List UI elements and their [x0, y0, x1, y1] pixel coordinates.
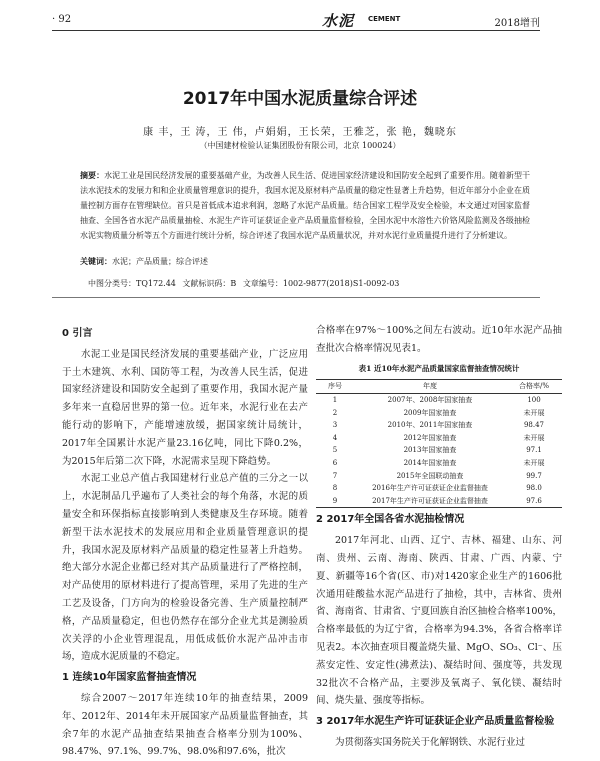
section-2-heading: 2 2017年全国各省水泥抽检情况: [316, 514, 465, 526]
abstract-text: 水泥工业是国民经济发展的重要基础产业，为改善人民生活、促进国家经济建设和国防安全起到了重要作用。随着新型干法水泥技术的发展力和和企业质量管理意识的提升，我国水泥及原材料产品质量的稳定性显著上升趋势，但近年部分小企业在质量控制方面存在管理缺位。首只是首低成本追求利润，忽略了水泥产品质量。结合国家工程学及安全检验，本文通过对国家监督抽查、全国各省水泥产品质量抽检、水泥生产许可证获证企业产品质量监督检验，全国水泥中水溶性六价铬风险监测及各级抽检水泥实物质量分析等五个方面进行统计分析，综合评述了我国水泥产品质量状况，并对水泥行业质量提升进行了分析建议。: [80, 171, 530, 240]
table-cell: 8: [332, 484, 338, 493]
keywords: [80, 256, 530, 267]
page-number: · 92: [52, 14, 72, 25]
table-header-row: [316, 380, 562, 394]
classification-meta: 中图分类号：TQ172.44 文献标识码：B 文章编号：1002-9877(2018)S1-0092-03: [88, 279, 400, 288]
section-1-heading: 1 连续10年国家监督抽查情况: [62, 672, 197, 684]
table-cell: 未开展: [523, 408, 545, 417]
table-row: [316, 419, 562, 432]
table-row: [316, 495, 562, 508]
abstract-label: 摘要：: [80, 170, 105, 180]
table-cell: 2007年、2008年国家抽查: [387, 395, 473, 404]
table-cell: 9: [332, 496, 338, 505]
journal-name-en: CEMENT: [368, 15, 401, 23]
section-0-heading: 0 引言: [62, 328, 93, 339]
left-column: [62, 322, 308, 761]
table-cell: 2015年全国联动抽查: [396, 471, 464, 480]
table-cell: 97.6: [526, 496, 542, 505]
table-cell: 98.47: [523, 421, 545, 430]
keywords-text: 水泥；产品质量；综合评述: [112, 257, 208, 266]
section-3-heading: 3 2017年水泥生产许可证获证企业产品质量监督检验: [316, 716, 555, 728]
table-header-cell: 序号: [328, 382, 342, 391]
table-cell: 2012年国家抽查: [403, 433, 457, 442]
table-cell: 97.1: [526, 446, 542, 455]
table-cell: 2010年、2011年国家抽查: [387, 421, 473, 430]
continued-paragraph: 合格率在97%～100%之间左右波动。近10年水泥产品抽查批次合格率情况见表1。: [316, 325, 562, 354]
table-cell: 98.0: [526, 484, 542, 493]
table-cell: 5: [332, 446, 338, 455]
table-cell: 2: [332, 408, 338, 417]
table-cell: 3: [332, 421, 338, 430]
keywords-label: 关键词：: [80, 256, 112, 266]
section-1-paragraph: 综合2007～2017年连续10年的抽查结果，2009年、2012年、2014年未开展国家产品质量监督抽查，其余7年的水泥产品抽查结果抽查合格率分别为100%、98.47%、97.1%、99.7%、98.0%和97.6%，批次: [62, 692, 308, 758]
table-cell: 100: [527, 395, 541, 404]
table-1: [316, 379, 562, 508]
table-cell: 未开展: [523, 458, 545, 467]
section-2-paragraph: 2017年河北、山西、辽宁、吉林、福建、山东、河南、贵州、云南、海南、陕西、甘肃、广西、内蒙、宁夏、新疆等16个省(区、市)对1420家企业生产的1606批次通用硅酸盐水泥产品进行了抽检，其中，吉林省、贵州省、海南省、甘肃省、宁夏回族自治区抽检合格率100%，合格率最低的为辽宁省，合格率为94.3%，各省合格率详见表2。本次抽查项目覆盖烧失量、MgO、SO₃、Cl⁻、压蒸安定性、安定性(沸煮法)、凝结时间、强度等，共发现32批次不合格产品，主要涉及氧离子、氧化镁、凝结时间、烧失量、强度等指标。: [316, 535, 562, 707]
table-cell: 2016年生产许可证获证企业监督抽查: [372, 484, 488, 493]
table-cell: 2013年国家抽查: [403, 446, 457, 455]
table-cell: 2014年国家抽查: [403, 458, 457, 467]
table-cell: 2009年国家抽查: [403, 408, 457, 417]
intro-paragraph-2: 水泥工业总产值占我国建材行业总产值的三分之一以上，水泥制品几乎遍布了人类社会的每个角落，水泥的质量安全和环保指标直接影响到人类健康及生存环境。随着新型干法水泥技术的发展应用和企业质量管理意识的提升，我国水泥及原材料产品质量的稳定性显著上升趋势。绝大部分水泥企业都已经对其产品质量进行了严格控制，对产品使用的原材料进行了提高管理，采用了先进的生产工艺及设备，门方向为的检验设备完善、生产质量控制严格，产品质量稳定，但也仍然存在部分企业尤其是测验质次关浮的小企业管理混乱，用低成低价水泥产品冲击市场，造成水泥质量的不稳定。: [62, 473, 308, 663]
table-row: [316, 407, 562, 420]
table-cell: 2017年生产许可证获证企业监督抽查: [372, 496, 488, 505]
abstract: [80, 168, 530, 243]
table-row: [316, 470, 562, 483]
table-cell: 99.7: [526, 471, 542, 480]
table-1-caption: 表1 近10年水泥产品质量国家监督抽查情况统计: [358, 363, 520, 373]
running-header: [52, 8, 540, 28]
article-authors: 康 丰，王 涛，王 伟，卢娟娟，王长荣，王雅芝，张 艳，魏晓东: [143, 127, 457, 138]
table-cell: 7: [332, 471, 338, 480]
table-row: [316, 393, 562, 406]
right-column: [316, 322, 562, 752]
journal-name: 水泥: [322, 12, 355, 30]
table-row: [316, 444, 562, 457]
meta-rule: [52, 297, 540, 298]
table-cell: 6: [332, 458, 338, 467]
table-row: [316, 482, 562, 495]
header-rule: [52, 30, 540, 31]
table-cell: 未开展: [523, 433, 545, 442]
table-header-cell: 合格率/%: [518, 382, 549, 391]
intro-paragraph-1: 水泥工业是国民经济发展的重要基础产业，广泛应用于土木建筑、水利、国防等工程，为改善人民生活，促进国家经济建设和国防安全起到了重要作用，我国水泥产量多年来一直稳居世界的第一位。近年来，水泥行业在去产能行动的影响下，产能增速放缓，据国家统计局统计，2017年全国累计水泥产量23.16亿吨，同比下降0.2%，为2015年后第二次下降，水泥需求呈现下降趋势。: [62, 348, 308, 467]
table-cell: 1: [332, 395, 338, 404]
article-affiliation: （中国建材检验认证集团股份有限公司，北京 100024）: [199, 141, 401, 150]
issue-label: 2018增刊: [494, 18, 540, 29]
table-row: [316, 432, 562, 445]
article-title: 2017年中国水泥质量综合评述: [182, 89, 418, 109]
section-3-paragraph: 为贯彻落实国务院关于化解钢铁、水泥行业过: [335, 736, 526, 748]
table-row: [316, 457, 562, 470]
table-header-cell: 年度: [423, 382, 437, 391]
table-cell: 4: [332, 433, 338, 442]
